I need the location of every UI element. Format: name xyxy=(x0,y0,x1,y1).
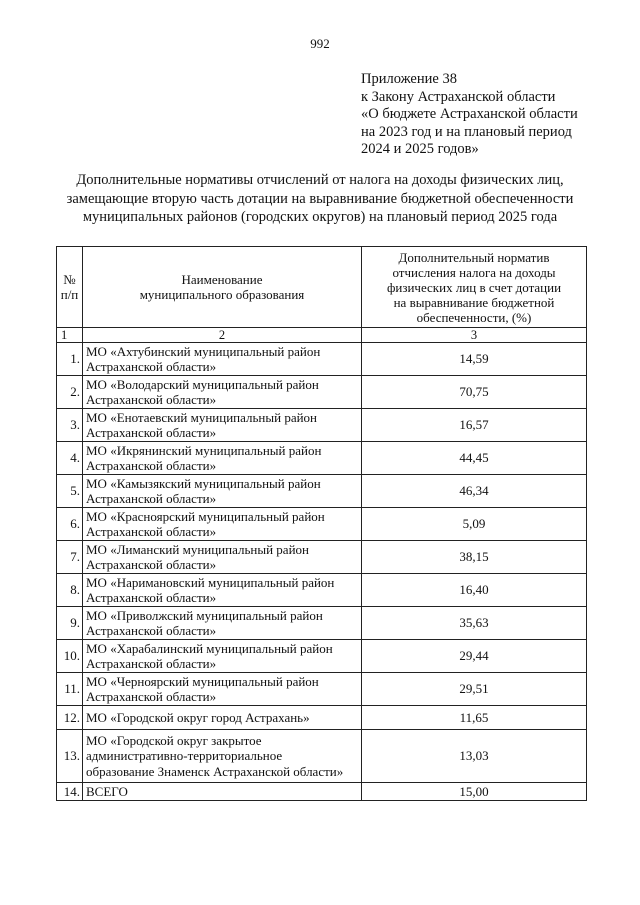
row-number: 1. xyxy=(57,343,83,376)
normative-value: 15,00 xyxy=(362,783,587,801)
row-number: 12. xyxy=(57,706,83,730)
municipality-name-line: административно-территориальное xyxy=(86,748,283,764)
appendix-line: «О бюджете Астраханской области xyxy=(361,106,578,123)
municipality-name-line: Астраханской области» xyxy=(86,689,217,704)
table-row xyxy=(57,783,587,801)
normative-value: 11,65 xyxy=(362,706,587,730)
row-number: 3. xyxy=(57,409,83,442)
normative-value: 13,03 xyxy=(362,730,587,783)
municipality-name xyxy=(83,442,362,475)
municipality-name-line: МО «Черноярский муниципальный район xyxy=(86,673,319,689)
municipality-name-line: МО «Городской округ закрытое xyxy=(86,732,262,748)
municipality-name xyxy=(83,475,362,508)
row-number: 2. xyxy=(57,376,83,409)
header-number: № п/п xyxy=(57,247,83,328)
municipality-name-line: МО «Володарский муниципальный район xyxy=(86,376,319,392)
municipality-name xyxy=(83,673,362,706)
normative-value: 29,44 xyxy=(362,640,587,673)
row-number: 13. xyxy=(57,730,83,783)
municipality-name xyxy=(83,343,362,376)
row-number: 8. xyxy=(57,574,83,607)
appendix-line: на 2023 год и на плановый период xyxy=(361,123,572,140)
municipality-name-line: МО «Ахтубинский муниципальный район xyxy=(86,343,321,359)
normative-value: 38,15 xyxy=(362,541,587,574)
table-row xyxy=(57,541,587,574)
normative-value: 44,45 xyxy=(362,442,587,475)
municipality-name-line: Астраханской области» xyxy=(86,458,217,473)
appendix-line: к Закону Астраханской области xyxy=(361,88,556,105)
table-row xyxy=(57,475,587,508)
row-number: 5. xyxy=(57,475,83,508)
normative-value: 5,09 xyxy=(362,508,587,541)
municipality-name-line: МО «Красноярский муниципальный район xyxy=(86,508,325,524)
row-number: 6. xyxy=(57,508,83,541)
municipality-name xyxy=(83,706,362,730)
municipality-name-line: Астраханской области» xyxy=(86,557,217,572)
normative-value: 46,34 xyxy=(362,475,587,508)
appendix-reference xyxy=(361,71,631,159)
table-row xyxy=(57,673,587,706)
municipality-name xyxy=(83,541,362,574)
municipality-name-line: МО «Икрянинский муниципальный район xyxy=(86,442,322,458)
column-index: 2 xyxy=(83,328,362,343)
title-line: замещающие вторую часть дотации на выравнивание бюджетной обеспеченности xyxy=(66,190,574,207)
row-number: 14. xyxy=(57,783,83,801)
municipality-name xyxy=(83,508,362,541)
municipality-name-line: МО «Камызякский муниципальный район xyxy=(86,475,321,491)
municipality-name-line: МО «Наримановский муниципальный район xyxy=(86,574,335,590)
table-row xyxy=(57,730,587,783)
municipality-name-line: ВСЕГО xyxy=(86,783,128,799)
normative-value: 16,40 xyxy=(362,574,587,607)
column-index: 1 xyxy=(57,328,83,343)
municipality-name-line: образование Знаменск Астраханской области» xyxy=(86,763,344,779)
header-normative: Дополнительный норматив отчисления налога на доходы физических лиц в счет дотации на выравнивание бюджетной обеспеченности, (%) xyxy=(362,247,587,328)
municipality-name-line: Астраханской области» xyxy=(86,392,217,407)
title-line: Дополнительные нормативы отчислений от налога на доходы физических лиц, xyxy=(76,172,564,188)
header-municipality: Наименование муниципального образования xyxy=(83,247,362,328)
column-index: 3 xyxy=(362,328,587,343)
municipality-name-line: МО «Приволжский муниципальный район xyxy=(86,607,323,623)
municipality-name-line: Астраханской области» xyxy=(86,623,217,638)
normative-value: 29,51 xyxy=(362,673,587,706)
normatives-table xyxy=(56,246,587,801)
appendix-line: 2024 и 2025 годов» xyxy=(361,141,479,158)
table-header-row xyxy=(57,247,587,328)
row-number: 7. xyxy=(57,541,83,574)
municipality-name xyxy=(83,607,362,640)
page-number: 992 xyxy=(310,36,330,51)
table-row xyxy=(57,574,587,607)
municipality-name xyxy=(83,783,362,801)
municipality-name-line: Астраханской области» xyxy=(86,524,217,539)
table-row xyxy=(57,607,587,640)
column-index-row xyxy=(57,328,587,343)
table-row xyxy=(57,640,587,673)
document-title xyxy=(40,171,600,227)
municipality-name-line: Астраханской области» xyxy=(86,425,217,440)
normative-value: 70,75 xyxy=(362,376,587,409)
municipality-name-line: Астраханской области» xyxy=(86,491,217,506)
municipality-name xyxy=(83,574,362,607)
row-number: 9. xyxy=(57,607,83,640)
municipality-name-line: МО «Харабалинский муниципальный район xyxy=(86,640,333,656)
municipality-name-line: МО «Енотаевский муниципальный район xyxy=(86,409,318,425)
table-row xyxy=(57,343,587,376)
municipality-name-line: Астраханской области» xyxy=(86,590,217,605)
municipality-name xyxy=(83,730,362,783)
normative-value: 16,57 xyxy=(362,409,587,442)
municipality-name-line: Астраханской области» xyxy=(86,359,217,374)
table-row xyxy=(57,706,587,730)
municipality-name-line: МО «Городской округ город Астрахань» xyxy=(86,709,310,725)
row-number: 11. xyxy=(57,673,83,706)
municipality-name xyxy=(83,376,362,409)
normative-value: 35,63 xyxy=(362,607,587,640)
table-row xyxy=(57,508,587,541)
table-row xyxy=(57,442,587,475)
table-row xyxy=(57,409,587,442)
municipality-name xyxy=(83,409,362,442)
municipality-name-line: Астраханской области» xyxy=(86,656,217,671)
row-number: 10. xyxy=(57,640,83,673)
municipality-name-line: МО «Лиманский муниципальный район xyxy=(86,541,309,557)
table-row xyxy=(57,376,587,409)
appendix-line: Приложение 38 xyxy=(361,71,457,87)
row-number: 4. xyxy=(57,442,83,475)
title-line: муниципальных районов (городских округов) на плановый период 2025 года xyxy=(82,209,558,226)
municipality-name xyxy=(83,640,362,673)
normative-value: 14,59 xyxy=(362,343,587,376)
